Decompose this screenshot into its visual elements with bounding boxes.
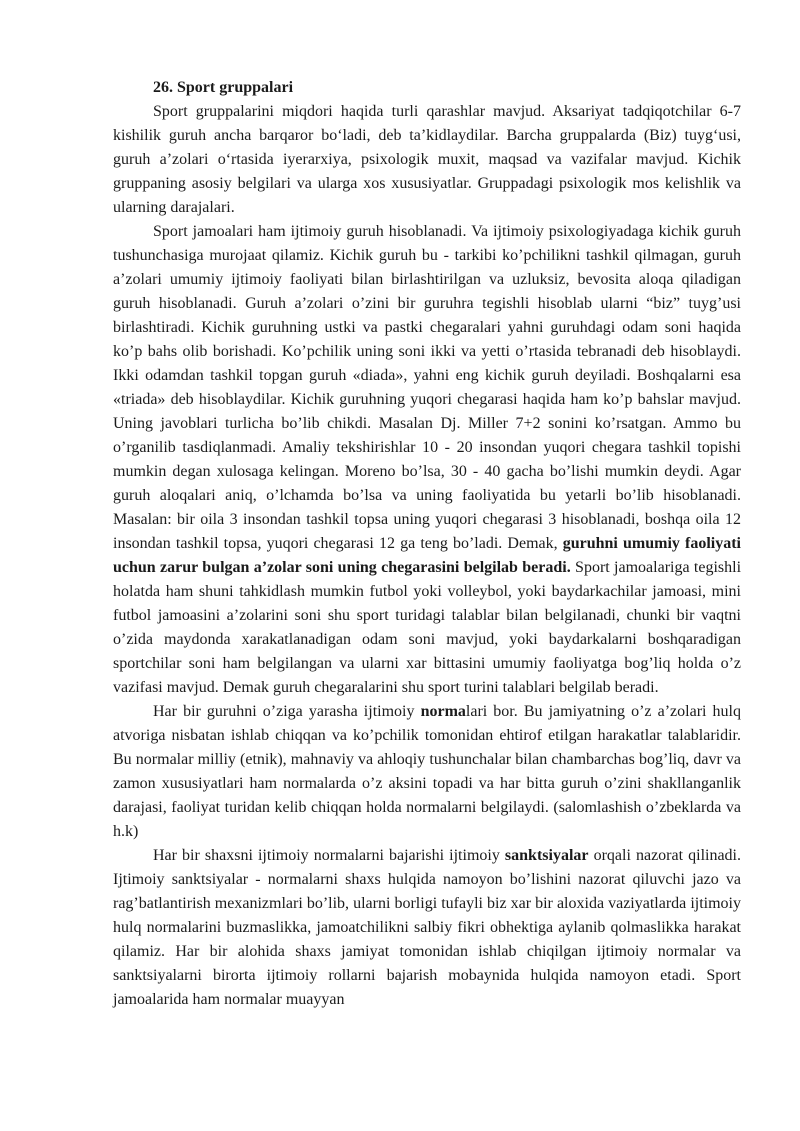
paragraph-group-size xyxy=(113,220,741,700)
section-title: 26. Sport gruppalari xyxy=(153,79,294,96)
paragraph-group-size-text: Sport jamoalari ham ijtimoiy guruh hisoblanadi. Va ijtimoiy psixologiyadaga kichik guruh tushunchasiga murojaat qilamiz. Kichik guruh bu - tarkibi ko’pchilikni tashkil qilmagan, guruh a’zolari umumiy ijtimoiy faoliyati bilan birlashtirilgan va uzluksiz, bevosita aloqa qiladigan guruh hisoblanadi. Guruh a’zolari o’zini bir guruhra tegishli hisoblab ularni “biz” tuyg’usi birlashtiradi. Kichik guruhning ustki va pastki chegaralari yahni guruhdagi odam soni haqida ko’p bahs olib borishadi. Ko’pchilik uning soni ikki va yetti o’rtasida tebranadi deb hisoblaydi. Ikki odamdan tashkil topgan guruh «diada», yahni eng kichik guruh deyiladi. Boshqalarni esa «triada» deb hisoblaydilar. Kichik guruhning yuqori chegarasi haqida ham ko’p bahslar mavjud. Uning javoblari turlicha bo’lib chikdi. Masalan Dj. Miller 7+2 sonini ko’rsatgan. Ammo bu o’rganilib tasdiqlanmadi. Amaliy tekshirishlar 10 - 20 insondan yuqori chegara tashkil topishi mumkin degan xulosaga kelingan. Moreno bo’lsa, 30 - 40 gacha bo’lishi mumkin deydi. Agar guruh aloqalari aniq, o’lchamda bo’lsa va uning faoliyatida bu yetarli bo’lib hisoblanadi. Masalan: bir oila 3 insondan tashkil topsa uning yuqori chegarasi 3 hisoblanadi, boshqa oila 12 insondan tashkil topsa, yuqori chegarasi 12 ga teng bo’ladi. Demak, xyxy=(113,223,741,552)
paragraph-norms xyxy=(113,700,741,844)
paragraph-sanctions xyxy=(113,844,741,1012)
paragraph-group-size-text-continued: Sport jamoalariga tegishli holatda ham shuni tahkidlash mumkin futbol yoki volleybol, yoki baydarkachilar jamoasi, mini futbol jamoasini a’zolarini soni shu sport turidagi talablar bilan belgilanadi, chunki bir vaqtni o’zida maydonda xarakatlanadigan odam soni mavjud, yoki baydarkalarni boshqaradigan sportchilar soni ham belgilangan va ularni xar bittasini umumiy faoliyatga bog’liq holda o’z vazifasi mavjud. Demak guruh chegaralarini shu sport turini talablari belgilab beradi. xyxy=(113,559,742,696)
paragraph-sanctions-text-continued: orqali nazorat qilinadi. Ijtimoiy sanktsiyalar - normalarni shaxs hulqida namoyon bo’lishini nazorat qiluvchi jazo va rag’batlantirish mexanizmlari bo’lib, ularni borligi tufayli biz xar bir aloxida vaziyatlarda ijtimoiy hulq normalarini buzmaslikka, jamoatchilikni salbiy fikri obhektiga aylanib qolmaslikka harakat qilamiz. Har bir alohida shaxs jamiyat tomonidan ishlab chiqilgan ijtimoiy normalar va sanktsiyalarni birorta ijtimoiy rollarni bajarish mobaynida hulqida namoyon etadi. Sport jamoalarida ham normalar muayyan xyxy=(113,847,742,1008)
paragraph-norms-bold-term: norma xyxy=(420,703,466,720)
text-column xyxy=(113,76,741,1012)
paragraph-intro-text: Sport gruppalarini miqdori haqida turli qarashlar mavjud. Aksariyat tadqiqotchilar 6-7 kishilik guruh ancha barqaror bo‘ladi, deb ta’kidlaydilar. Barcha gruppalarda (Biz) tuyg‘usi, guruh a’zolari o‘rtasida iyerarxiya, psixologik muxit, maqsad va vazifalar mavjud. Kichik gruppaning asosiy belgilari va ularga xos xususiyatlar. Gruppadagi psixologik mos kelishlik va ularning darajalari. xyxy=(113,103,741,216)
paragraph-sanctions-bold-term: sanktsiyalar xyxy=(504,847,589,864)
paragraph-intro xyxy=(113,100,741,220)
paragraph-group-size-bold-statement: guruhni umumiy faoliyati uchun zarur bulgan a’zolar soni uning chegarasini belgilab beradi. xyxy=(113,535,741,576)
paragraph-norms-text: Har bir guruhni o’ziga yarasha ijtimoiy xyxy=(153,703,421,720)
paragraph-norms-text-continued: lari bor. Bu jamiyatning o’z a’zolari hulq atvoriga nisbatan ishlab chiqqan va ko’pchilik tomonidan ehtirof etilgan harakatlar talablaridir. Bu normalar milliy (etnik), mahnaviy va ahloqiy tushunchalar bilan chambarchas bog’liq, davr va zamon xususiyatlari ham normalarda o’z aksini topadi va har bitta guruh o’zini shakllanganlik darajasi, faoliyat turidan kelib chiqqan holda normalarni belgilaydi. (salomlashish o’zbeklarda va h.k) xyxy=(113,703,741,840)
paragraph-sanctions-text: Har bir shaxsni ijtimoiy normalarni bajarishi ijtimoiy xyxy=(153,847,505,864)
